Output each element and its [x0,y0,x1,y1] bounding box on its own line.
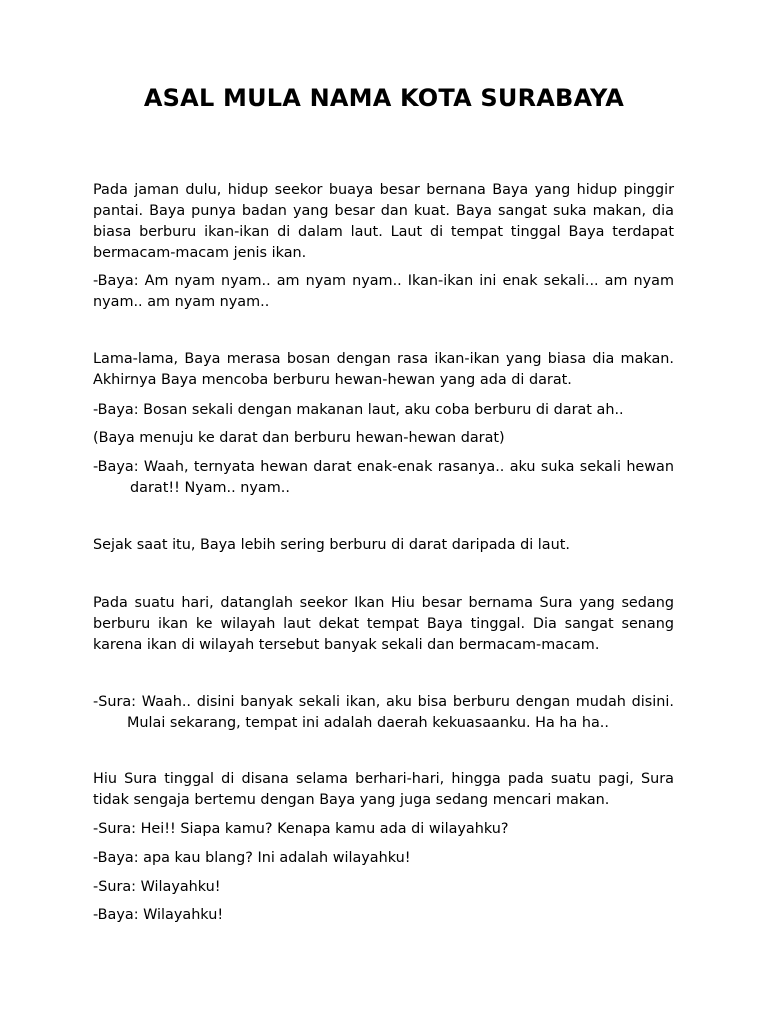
dialogue-baya-5: -Baya: Wilayahku! [93,907,224,923]
document-title: ASAL MULA NAMA KOTA SURABAYA [143,84,625,112]
dialogue-baya-2: -Baya: Bosan sekali dengan makanan laut, aku coba berburu di darat ah.. [93,402,624,418]
paragraph-sejak: Sejak saat itu, Baya lebih sering berburu di darat daripada di laut. [93,537,570,553]
paragraph-intro: Pada jaman dulu, hidup seekor buaya besar bernana Baya yang hidup pinggir pantai. Baya punya badan yang besar dan kuat. Baya sangat suka makan, dia biasa berburu ikan-ikan di dalam laut. Laut di tempat tinggal Baya terdapat bermacam-macam jenis ikan. [93,182,674,261]
paragraph-bosan: Lama-lama, Baya merasa bosan dengan rasa ikan-ikan yang biasa dia makan. Akhirnya Baya mencoba berburu hewan-hewan yang ada di darat. [93,351,674,388]
dialogue-sura-1: -Sura: Waah.. disini banyak sekali ikan, aku bisa berburu dengan mudah disini. Mulai sekarang, tempat ini adalah daerah kekuasaanku. Ha ha ha.. [93,694,674,731]
dialogue-sura-2: -Sura: Hei!! Siapa kamu? Kenapa kamu ada di wilayahku? [93,821,509,837]
dialogue-baya-1: -Baya: Am nyam nyam.. am nyam nyam.. Ikan-ikan ini enak sekali... am nyam nyam.. am nyam nyam.. [93,273,674,310]
dialogue-sura-3: -Sura: Wilayahku! [93,879,221,895]
dialogue-baya-4: -Baya: apa kau blang? Ini adalah wilayahku! [93,850,411,866]
dialogue-baya-3: -Baya: Waah, ternyata hewan darat enak-enak rasanya.. aku suka sekali hewan darat!! Nyam.. nyam.. [93,459,674,496]
paragraph-bertemu: Hiu Sura tinggal di disana selama berhari-hari, hingga pada suatu pagi, Sura tidak sengaja bertemu dengan Baya yang juga sedang mencari makan. [93,771,674,808]
paragraph-sura-datang: Pada suatu hari, datanglah seekor Ikan Hiu besar bernama Sura yang sedang berburu ikan ke wilayah laut dekat tempat Baya tinggal. Dia sangat senang karena ikan di wilayah tersebut banyak sekali dan bermacam-macam. [93,595,674,653]
stage-direction: (Baya menuju ke darat dan berburu hewan-hewan darat) [93,430,505,446]
